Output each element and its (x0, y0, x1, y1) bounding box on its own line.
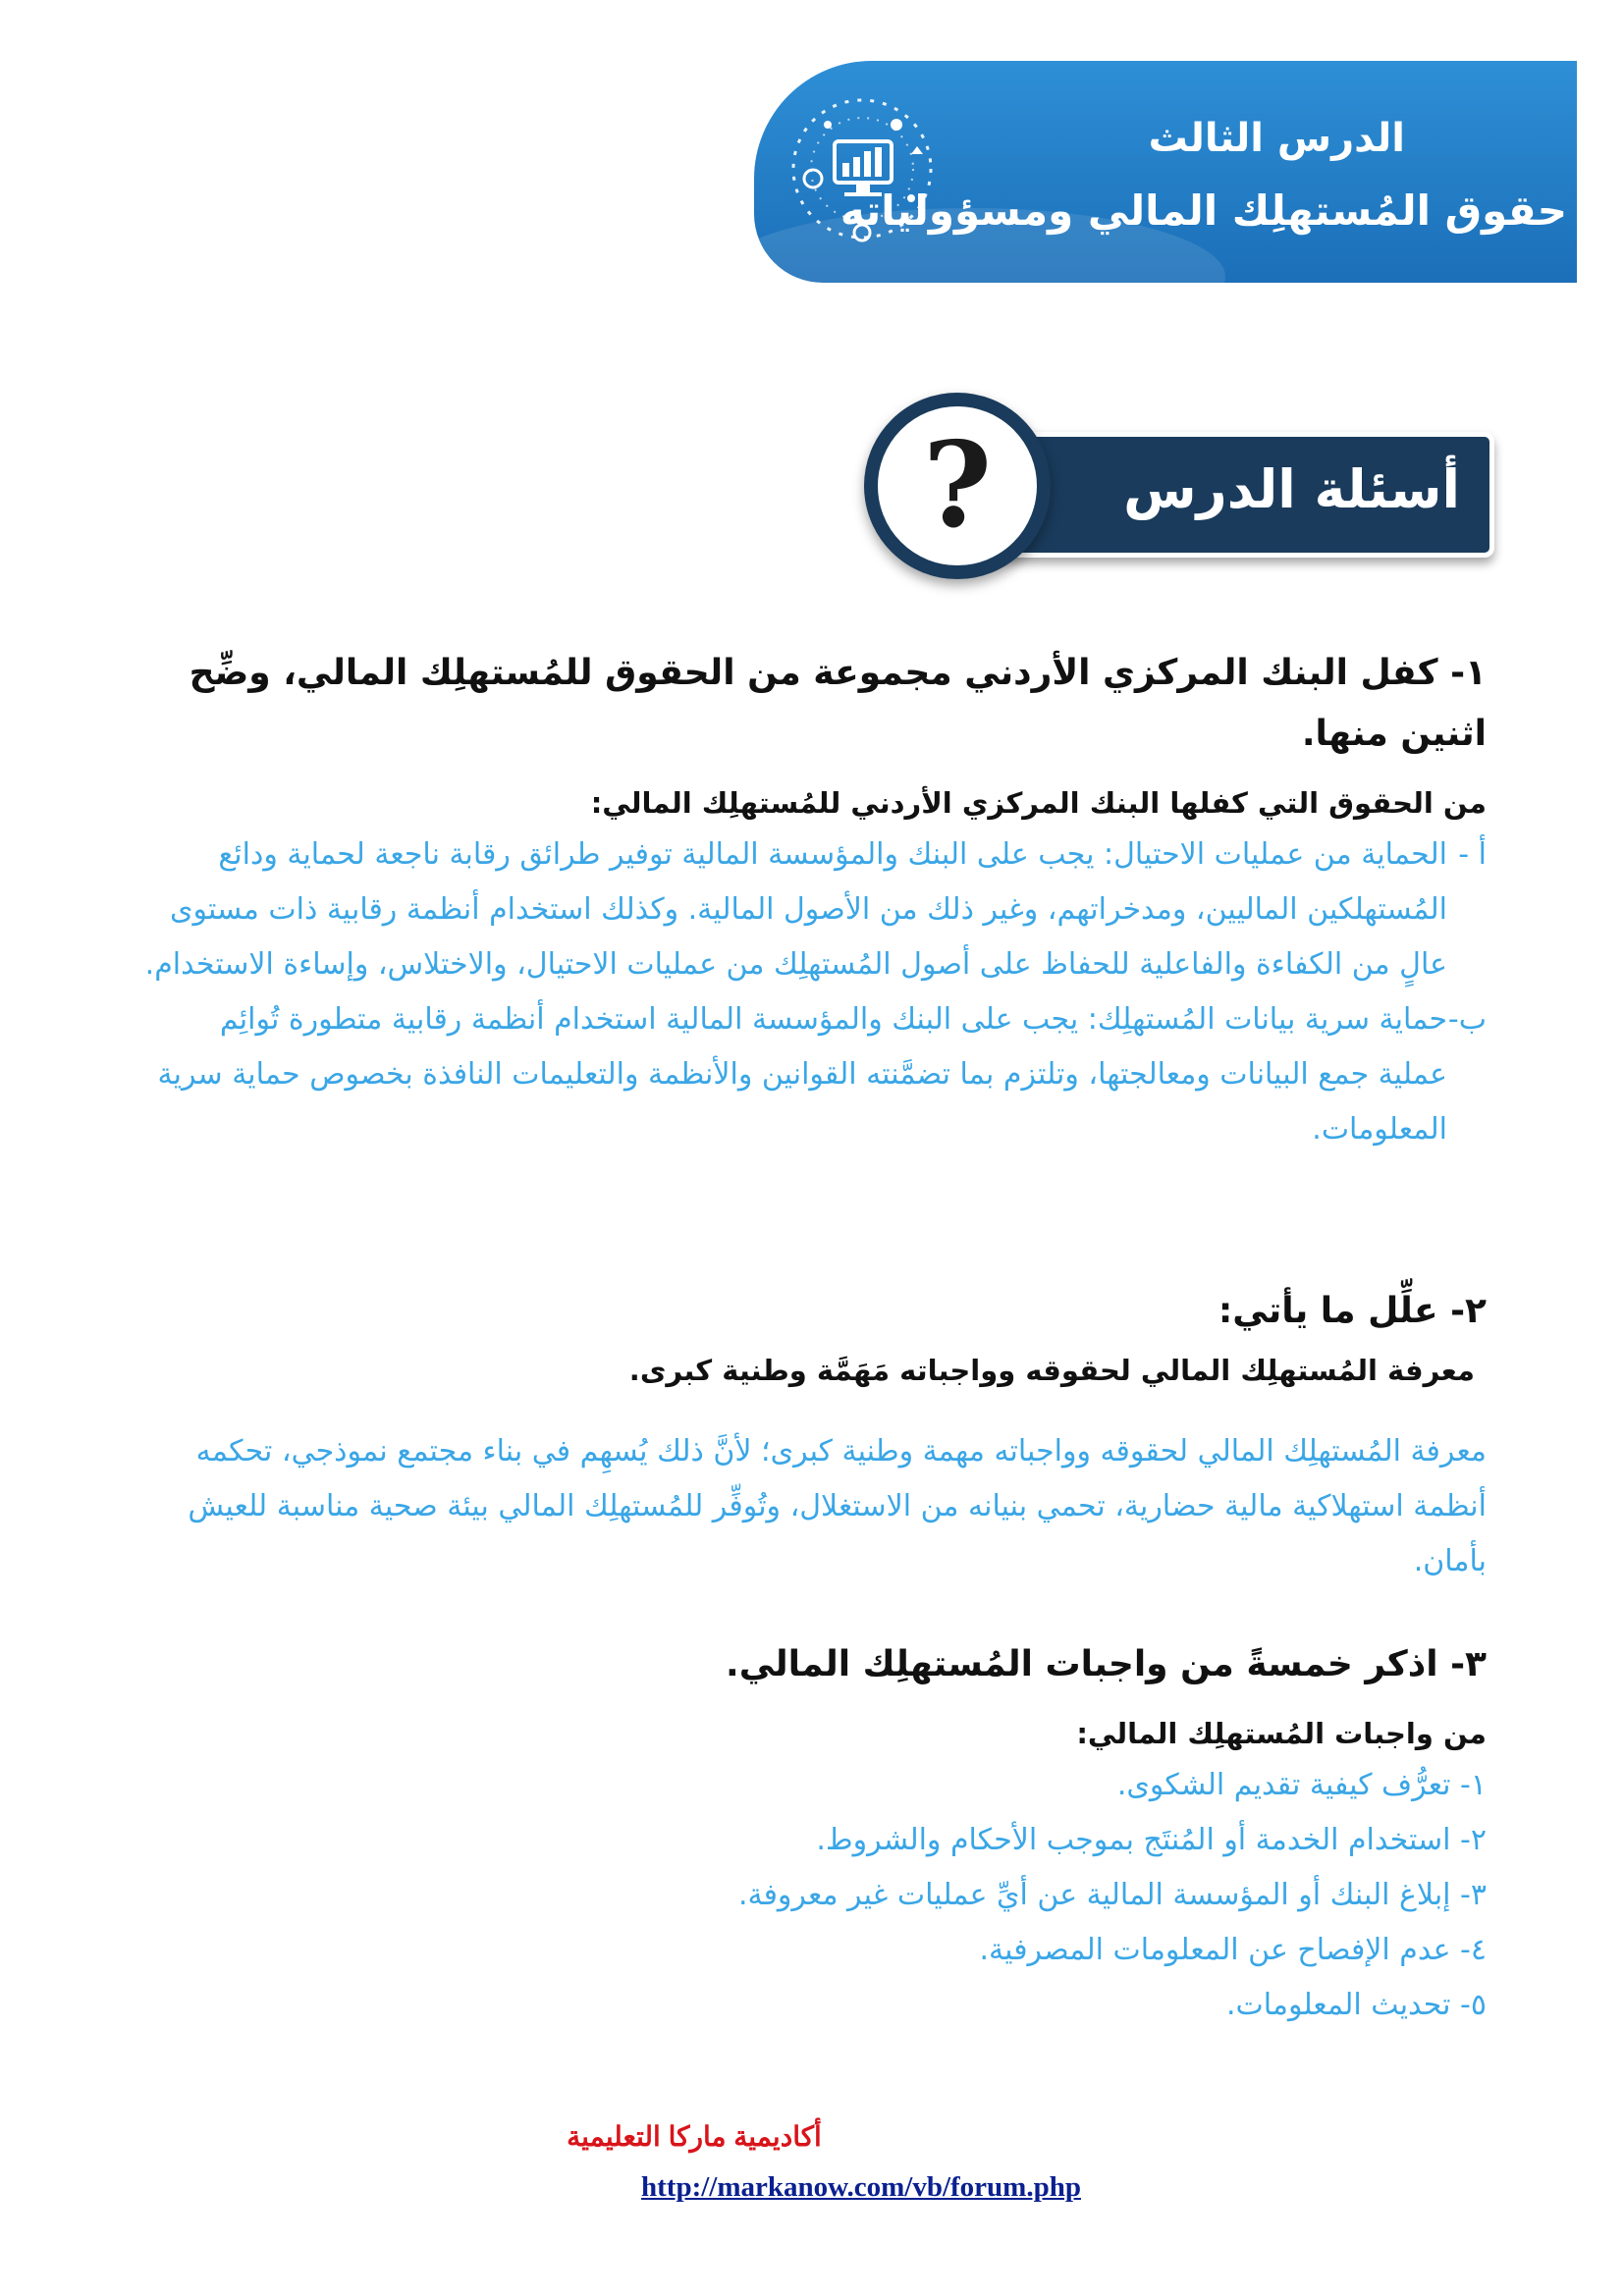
duty-list-item: ٢- استخدام الخدمة أو المُنتَج بموجب الأحكام والشروط. (816, 1823, 1487, 1857)
question-1-item-text: حماية سرية بيانات المُستهلِك: يجب على البنك والمؤسسة المالية استخدام أنظمة رقابية متطورة تُوائِم عملية جمع البيانات ومعالجتها، وتلتزم بما تضمَّنته القوانين والأنظمة والتعليمات النافذة بخصوص حماية سرية المعلومات. (157, 1002, 1447, 1147)
question-3-heading: ٣- اذكر خمسةً من واجبات المُستهلِك المالي. (726, 1644, 1487, 1684)
question-1-answer-intro: من الحقوق التي كفلها البنك المركزي الأردني للمُستهلِك المالي: (590, 786, 1487, 820)
question-1-item (141, 828, 1487, 992)
lesson-number: الدرس الثالث (1148, 116, 1405, 161)
forum-link-wrapper (0, 2171, 1624, 2204)
academy-name: أكاديمية ماركا التعليمية (567, 2121, 822, 2152)
question-2-statement: معرفة المُستهلِك المالي لحقوقه وواجباته مَهَمَّة وطنية كبرى. (628, 1354, 1475, 1387)
lesson-title: حقوق المُستهلِك المالي ومسؤولياته (839, 187, 1567, 235)
lesson-questions-badge (864, 393, 1502, 574)
question-3-answer-intro: من واجبات المُستهلِك المالي: (1076, 1717, 1487, 1750)
lesson-questions-bar (982, 432, 1494, 558)
lesson-questions-label: أسئلة الدرس (1123, 458, 1460, 520)
question-1-section (141, 643, 1487, 1157)
item-marker: ب- (1447, 1002, 1487, 1037)
duty-list-item: ٥- تحديث المعلومات. (1225, 1988, 1487, 2022)
question-3-section (141, 1634, 1487, 2033)
duty-list-item: ١- تعرُّف كيفية تقديم الشكوى. (1116, 1768, 1487, 1802)
question-1-heading: ١- كفل البنك المركزي الأردني مجموعة من الحقوق للمُستهلِك المالي، وضِّح اثنين منها. (189, 653, 1487, 754)
question-2-heading: ٢- علِّل ما يأتي: (1218, 1291, 1487, 1331)
question-1-item (141, 992, 1487, 1157)
lesson-header-banner (754, 61, 1577, 283)
question-mark-symbol: ? (922, 416, 993, 555)
forum-link[interactable]: http://markanow.com/vb/forum.php (641, 2171, 1081, 2203)
duty-list-item: ٣- إبلاغ البنك أو المؤسسة المالية عن أيِّ عمليات غير معروفة. (737, 1878, 1487, 1912)
duty-list-item: ٤- عدم الإفصاح عن المعلومات المصرفية. (979, 1933, 1487, 1967)
question-mark-icon (864, 393, 1051, 579)
question-2-answer: معرفة المُستهلِك المالي لحقوقه وواجباته مهمة وطنية كبرى؛ لأنَّ ذلك يُسهِم في بناء مجتمع نموذجي، تحكمه أنظمة استهلاكية مالية حضارية، تحمي بنيانه من الاستغلال، وتُوفِّر للمُستهلِك المالي بيئة صحية مناسبة للعيش بأمان. (188, 1434, 1487, 1578)
question-2-section (141, 1281, 1487, 1589)
item-marker: أ - (1458, 837, 1487, 872)
question-1-item-text: الحماية من عمليات الاحتيال: يجب على البنك والمؤسسة المالية توفير طرائق رقابة ناجعة لحماية ودائع المُستهلكين الماليين، ومدخراتهم، وغير ذلك من الأصول المالية. وكذلك استخدام أنظمة رقابية ذات مستوى عالٍ من الكفاءة والفاعلية للحفاظ على أصول المُستهلِك من عمليات الاحتيال، والاختلاس، وإساءة الاستخدام. (144, 837, 1447, 982)
